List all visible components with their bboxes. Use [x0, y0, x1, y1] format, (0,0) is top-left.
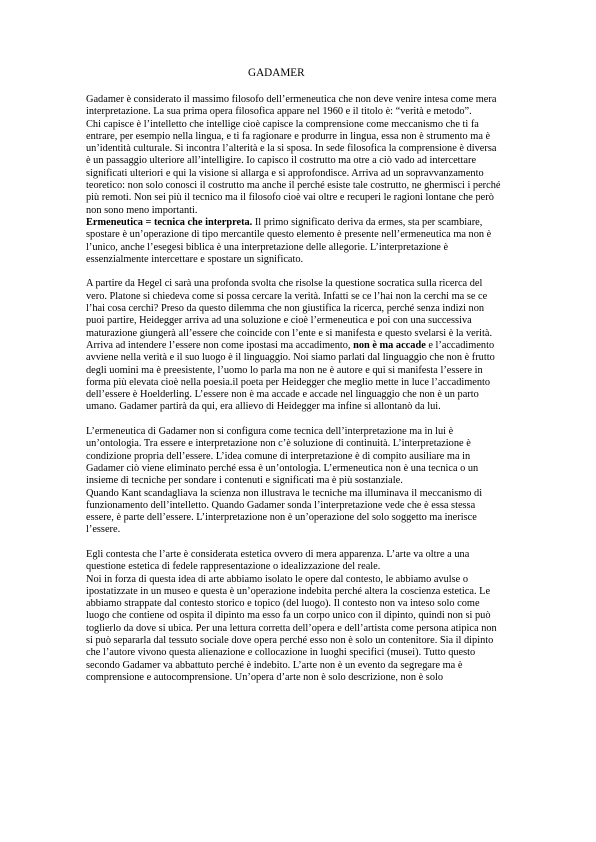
- text-line: [86, 438, 526, 450]
- line-text: Noi in forza di questa idea di arte abbiamo isolato le opere dal contesto, le abbiamo avulse o: [86, 573, 469, 585]
- line-text: Il primo significato deriva da ermes, sta per scambiare,: [252, 216, 483, 228]
- text-line: [86, 389, 526, 401]
- line-text: significati ulteriori e qui la visione si allarga e si approfondisce. Arriva ad un sopravvanzamento: [86, 167, 484, 179]
- line-text: maturazione giungerà all’essere che coincide con l’ente e si manifesta e questo svelarsi è la verità.: [86, 327, 493, 339]
- text-line: [86, 254, 526, 266]
- line-text: essenzialmente intercettare e spostare un significato.: [86, 253, 304, 265]
- text-line: [86, 315, 526, 327]
- text-line: [86, 340, 526, 352]
- text-line: [86, 291, 526, 303]
- line-text: vero. Platone si chiedeva come si possa cercare la verità. Infatti se ce l’hai non la cerchi ma se ce: [86, 290, 488, 302]
- text-line: [86, 377, 526, 389]
- line-text: entrare, per esempio nella lingua, e ti fa ragionare e produrre in lingua, essa non è strumento ma è: [86, 130, 491, 142]
- line-text: secondo Gadamer va abbattuto perché è indebito. L’arte non è un evento da segregare ma è: [86, 659, 463, 671]
- text-line: [86, 303, 526, 315]
- text-line: [86, 328, 526, 340]
- text-line: [86, 488, 526, 500]
- text-line: [86, 365, 526, 377]
- line-text: l’hai cosa cerchi? Preso da questo dilemma che non giustifica la ricerca, perché senza indizi non: [86, 303, 485, 315]
- line-text: condizione propria dell’essere. L’idea comune di interpretazione è di compito ausiliare ma in: [86, 450, 471, 462]
- line-text: teoretico: non solo conosci il costrutto ma anche il perché esiste tale costrutto, ne ghermisci i perché: [86, 180, 501, 192]
- text-line: [86, 610, 526, 622]
- line-text: luogo che contiene od ospita il dipinto ma esso fa un corpo unico con il dipinto, quindi non si può: [86, 610, 491, 622]
- document-body: [86, 94, 526, 684]
- line-text: si può separarla dal tessuto sociale dove opera perché esso non è solo un contenitore. Sia il dipinto: [86, 635, 494, 647]
- text-line: [86, 205, 526, 217]
- text-line: [86, 278, 526, 290]
- text-line: [86, 660, 526, 672]
- line-text: più remoti. Non sei più il tecnico ma il filosofo cioè vai oltre e recuperi le ragioni lontane che però: [86, 192, 494, 204]
- line-text: umano. Gadamer partirà da qui, era allievo di Heidegger ma infine si allontanò da lui.: [86, 401, 441, 413]
- line-text: Gadamer ciò viene eliminato perché essa è un’ontologia. L’ermeneutica non è una tecnica o un: [86, 462, 479, 474]
- text-line: [86, 143, 526, 155]
- paragraph-gap: [86, 537, 526, 549]
- line-text: funzionamento dell’intelletto. Quando Gadamer sonda l’interpretazione vede che è essa stessa: [86, 499, 476, 511]
- line-text: comprensione e autocomprensione. Un’opera d’arte non è solo descrizione, non è solo: [86, 671, 444, 683]
- bold-text: non è ma accade: [353, 339, 426, 351]
- paragraph-gap: [86, 414, 526, 426]
- text-line: [86, 192, 526, 204]
- paragraph-gap: [86, 266, 526, 278]
- text-line: [86, 401, 526, 413]
- text-line: [86, 94, 526, 106]
- text-line: [86, 119, 526, 131]
- line-text: non sono meno importanti.: [86, 204, 198, 216]
- text-line: [86, 586, 526, 598]
- line-text: abbiamo strappate dal contesto storico e topico (del luogo). Il contesto non va inteso solo come: [86, 598, 480, 610]
- document-title: GADAMER: [248, 67, 305, 79]
- text-line: [86, 229, 526, 241]
- text-line: [86, 106, 526, 118]
- line-text: puoi partire, Heidegger arriva ad una soluzione e cioè l’ermeneutica e poi con una successiva: [86, 315, 472, 327]
- text-line: [86, 672, 526, 684]
- line-text: A partire da Hegel ci sarà una profonda svolta che risolse la questione socratica sulla ricerca del: [86, 278, 483, 290]
- line-text: Egli contesta che l’arte è considerata estetica ovvero di mera apparenza. L’arte va oltre a una: [86, 548, 470, 560]
- text-line: [86, 426, 526, 438]
- text-line: [86, 131, 526, 143]
- text-line: [86, 549, 526, 561]
- paragraph: [86, 278, 526, 413]
- line-text: questione estetica di fedele rappresentazione o idealizzazione del reale.: [86, 561, 381, 573]
- line-text: l’essere.: [86, 524, 121, 536]
- text-line: [86, 463, 526, 475]
- bold-text: Ermeneutica = tecnica che interpreta.: [86, 216, 253, 228]
- line-text: dell’essere è Hoelderling. L’essere non è ma accade e accade nel linguaggio che non è un parto: [86, 389, 479, 401]
- text-line: [86, 598, 526, 610]
- line-text: toglierlo da dove si ubica. Per una lettura corretta dell’opera e dell’artista come persona atipica non: [86, 622, 497, 634]
- text-line: [86, 574, 526, 586]
- line-text: essere, è parte dell’essere. L’interpretazione non è un’operazione del solo soggetto ma inerisce: [86, 512, 477, 524]
- line-text: avviene nella verità e il suo luogo è il linguaggio. Noi siamo parlati dal linguaggio che non è frutto: [86, 352, 495, 364]
- line-text: che l’autore vivono questa alienazione e collocazione in luoghi specifici (musei). Tutto questo: [86, 647, 476, 659]
- line-text: Quando Kant scandagliava la scienza non illustrava le tecniche ma illuminava il meccanismo di: [86, 487, 483, 499]
- line-text: spostare è un’operazione di tipo mercantile questo elemento è presente nell’ermeneutica ma non è: [86, 229, 492, 241]
- line-text: è un passaggio ulteriore all’intelligire. Io capisco il costrutto ma otre a ciò vado ad intercettare: [86, 155, 477, 167]
- text-line: [86, 647, 526, 659]
- line-text: Gadamer è considerato il massimo filosofo dell’ermeneutica che non deve venire intesa come mera: [86, 94, 497, 105]
- line-text: insieme di tecniche per sondare i contenuti e significati ma è più sostanziale.: [86, 475, 403, 487]
- text-line: [86, 168, 526, 180]
- text-line: [86, 180, 526, 192]
- text-line: [86, 623, 526, 635]
- text-line: [86, 352, 526, 364]
- text-line: [86, 561, 526, 573]
- text-line: [86, 451, 526, 463]
- text-line: [86, 512, 526, 524]
- text-line: [86, 217, 526, 229]
- line-text: interpretazione. La sua prima opera filosofica appare nel 1960 e il titolo è: “verità e metodo”.: [86, 106, 472, 118]
- line-text: e l’accadimento: [425, 339, 495, 351]
- paragraph: [86, 549, 526, 684]
- text-line: [86, 524, 526, 536]
- line-text: L’ermeneutica di Gadamer non si configura come tecnica dell’interpretazione ma in lui è: [86, 426, 454, 438]
- text-line: [86, 475, 526, 487]
- line-text: Chi capisce è l’intelletto che intellige cioè capisce la comprensione come meccanismo che ti fa: [86, 118, 479, 130]
- line-text: un’identità culturale. Si incontra l’alterità e la si sposa. In sede filosofica la comprensione è diversa: [86, 143, 497, 155]
- line-text: degli uomini ma è preesistente, l’uomo lo parla ma non ne è autore e qui si manifesta l’essere in: [86, 364, 483, 376]
- text-line: [86, 500, 526, 512]
- line-text: un’ontologia. Tra essere e interpretazione non c’è soluzione di continuità. L’interpretazione è: [86, 438, 471, 450]
- line-text: ipostatizzate in un museo e questa è un’operazione indebita perché altera la coscienza estetica. Le: [86, 585, 491, 597]
- text-line: [86, 242, 526, 254]
- paragraph: [86, 94, 526, 266]
- text-line: [86, 635, 526, 647]
- line-text: Arriva ad intendere l’essere non come ipostasi ma accadimento,: [86, 339, 354, 351]
- line-text: l’unico, anche l’esegesi biblica è una interpretazione delle allegorie. L’interpretazione è: [86, 241, 449, 253]
- text-line: [86, 155, 526, 167]
- paragraph: [86, 426, 526, 537]
- line-text: forma più elevata cioè nella poesia.il poeta per Heidegger che meglio mette in luce l’accadimento: [86, 376, 491, 388]
